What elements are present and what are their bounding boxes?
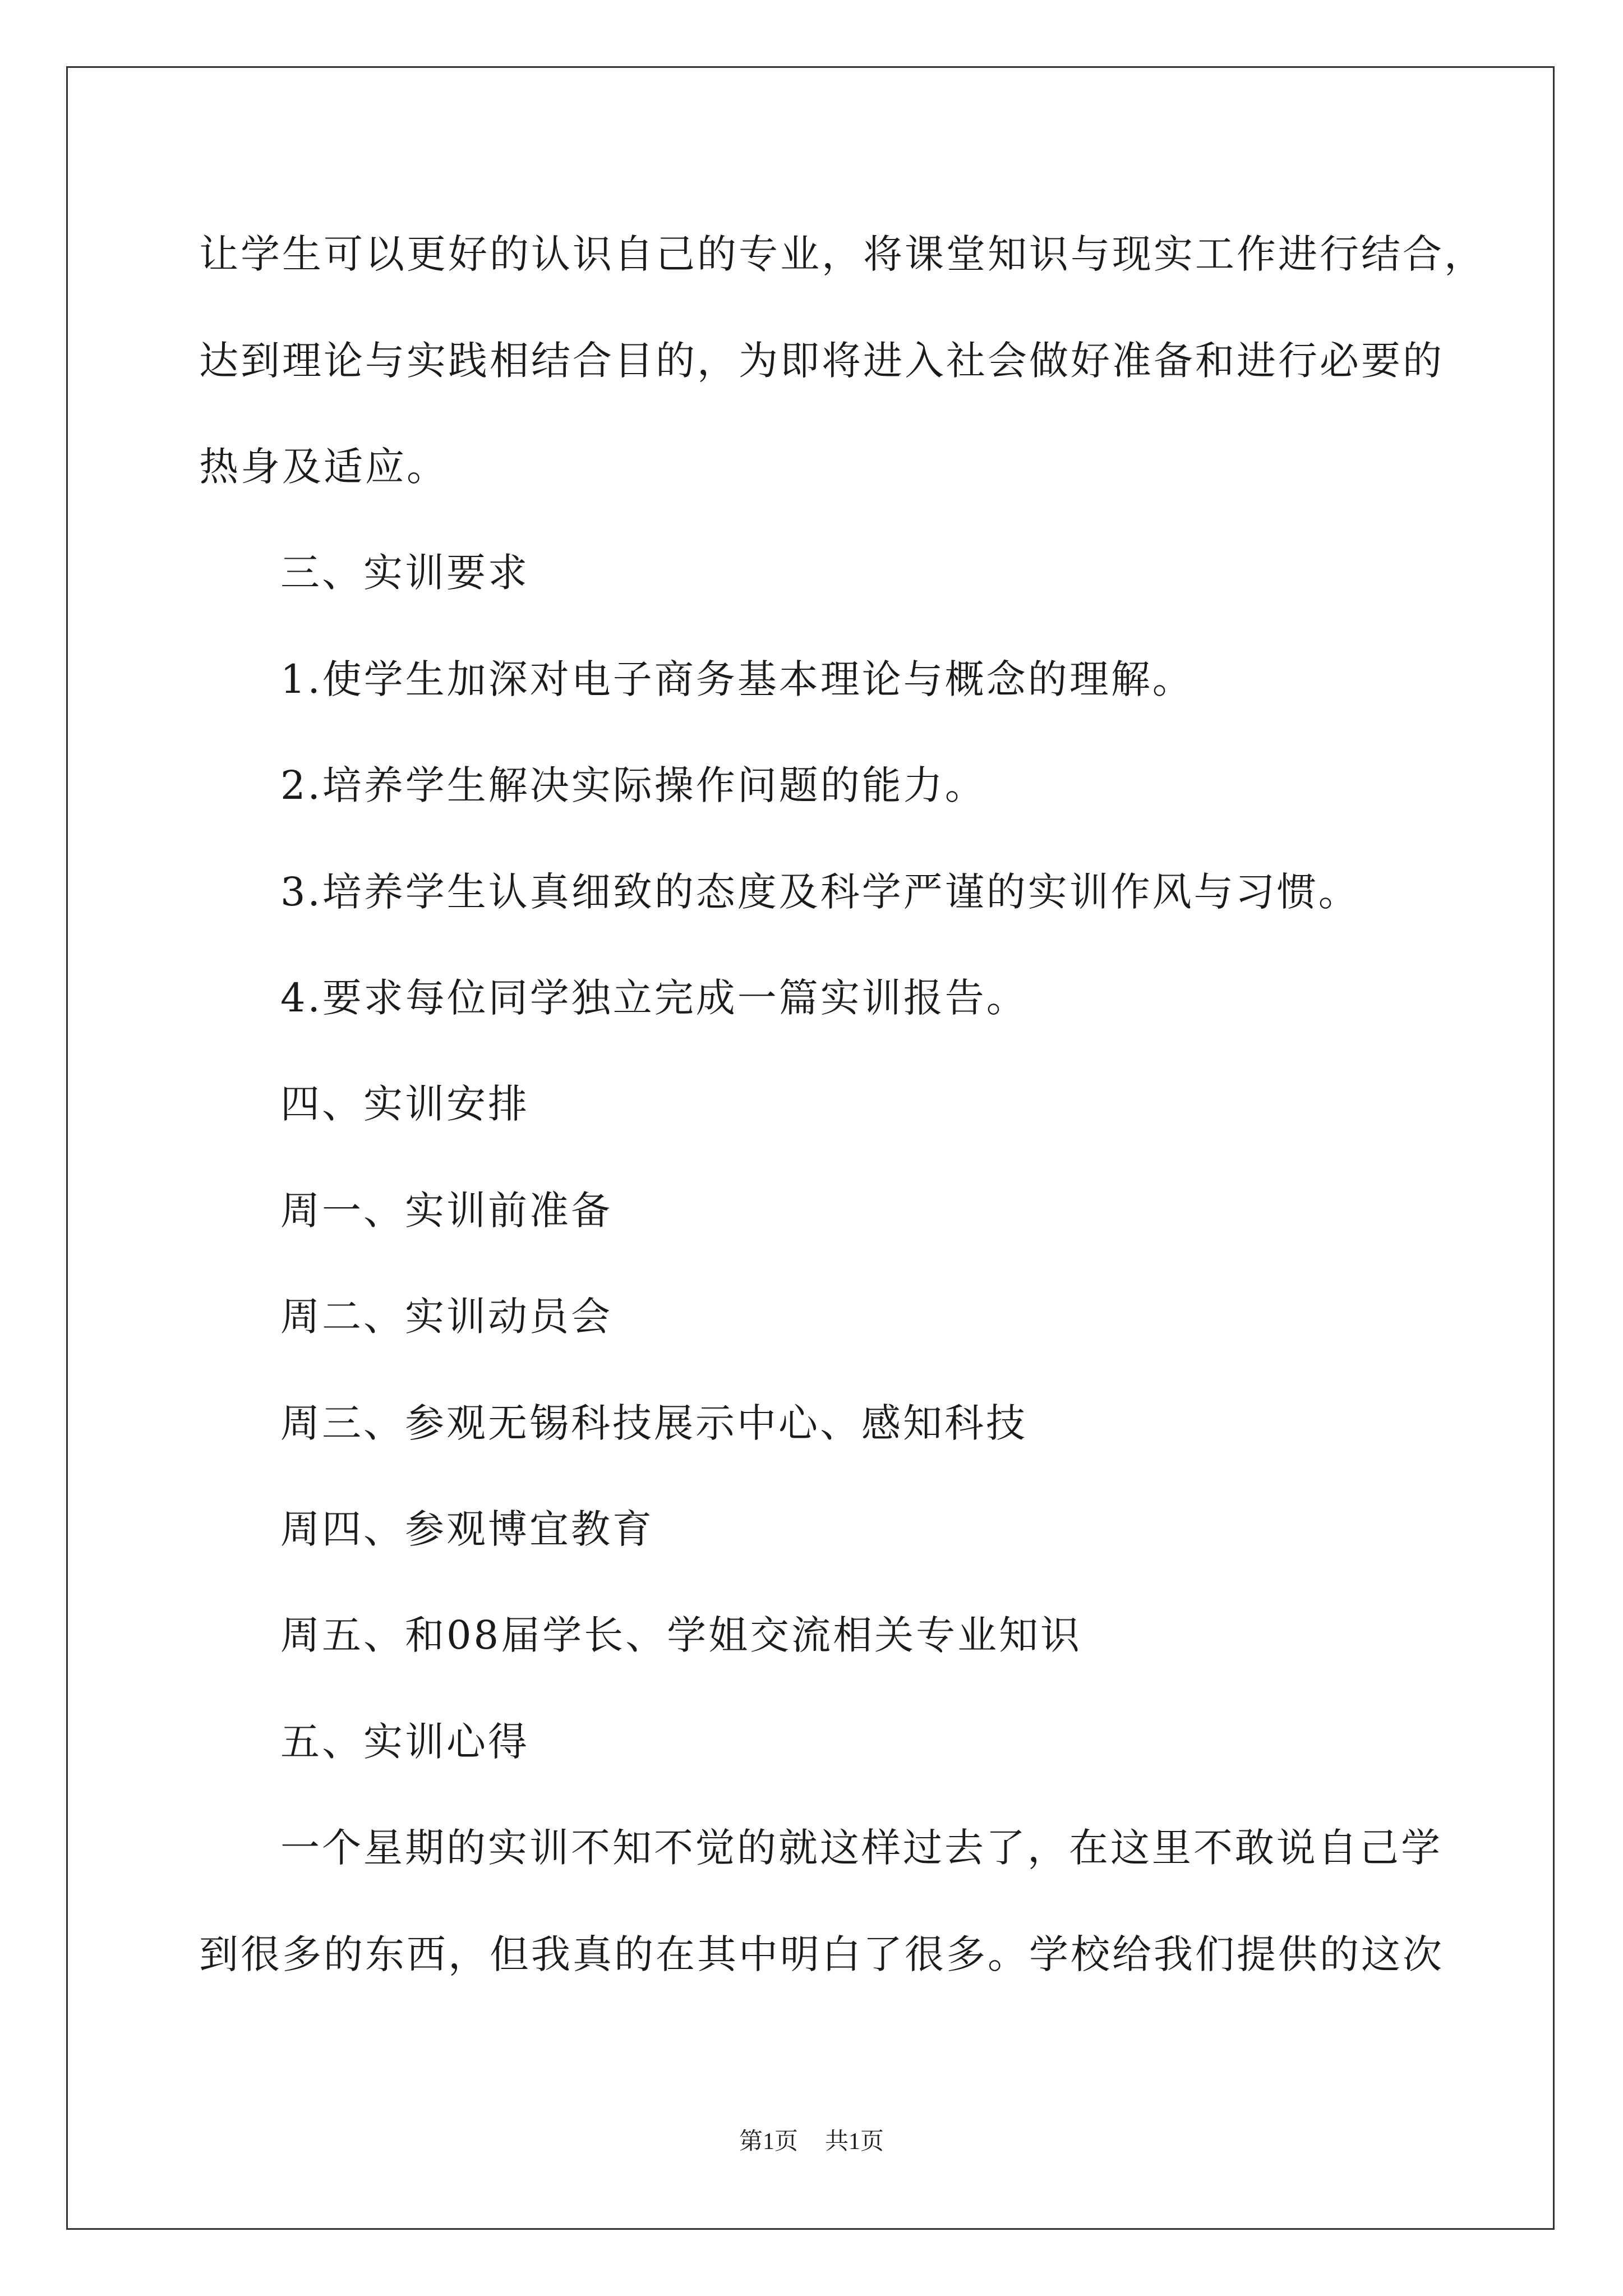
list-item: 4.要求每位同学独立完成一篇实训报告。 xyxy=(280,975,1028,1021)
schedule-item: 周五、和08届学长、学姐交流相关专业知识 xyxy=(280,1612,1082,1658)
section-heading: 五、实训心得 xyxy=(280,1719,529,1765)
list-item: 3.培养学生认真细致的态度及科学严谨的实训作风与习惯。 xyxy=(280,869,1360,915)
paragraph-line: 达到理论与实践相结合目的，为即将进入社会做好准备和进行必要的 xyxy=(199,338,1444,384)
page-border xyxy=(66,66,1555,2230)
paragraph-line: 到很多的东西，但我真的在其中明白了很多。学校给我们提供的这次 xyxy=(199,1931,1444,1977)
schedule-item: 周三、参观无锡科技展示中心、感知科技 xyxy=(280,1400,1027,1446)
list-item: 1.使学生加深对电子商务基本理论与概念的理解。 xyxy=(280,656,1194,702)
paragraph-line: 一个星期的实训不知不觉的就这样过去了，在这里不敢说自己学 xyxy=(280,1825,1442,1871)
schedule-item: 周四、参观博宜教育 xyxy=(280,1506,654,1552)
page-number: 第1页 xyxy=(739,2129,798,2155)
page-footer xyxy=(0,2126,1623,2157)
paragraph-line: 让学生可以更好的认识自己的专业，将课堂知识与现实工作进行结合， xyxy=(199,231,1486,277)
schedule-item: 周二、实训动员会 xyxy=(280,1294,612,1340)
paragraph-line: 热身及适应。 xyxy=(199,444,448,490)
schedule-item: 周一、实训前准备 xyxy=(280,1188,612,1234)
section-heading: 三、实训要求 xyxy=(280,550,529,596)
list-item: 2.培养学生解决实际操作问题的能力。 xyxy=(280,762,986,808)
section-heading: 四、实训安排 xyxy=(280,1081,529,1127)
page-total: 共1页 xyxy=(825,2129,884,2155)
